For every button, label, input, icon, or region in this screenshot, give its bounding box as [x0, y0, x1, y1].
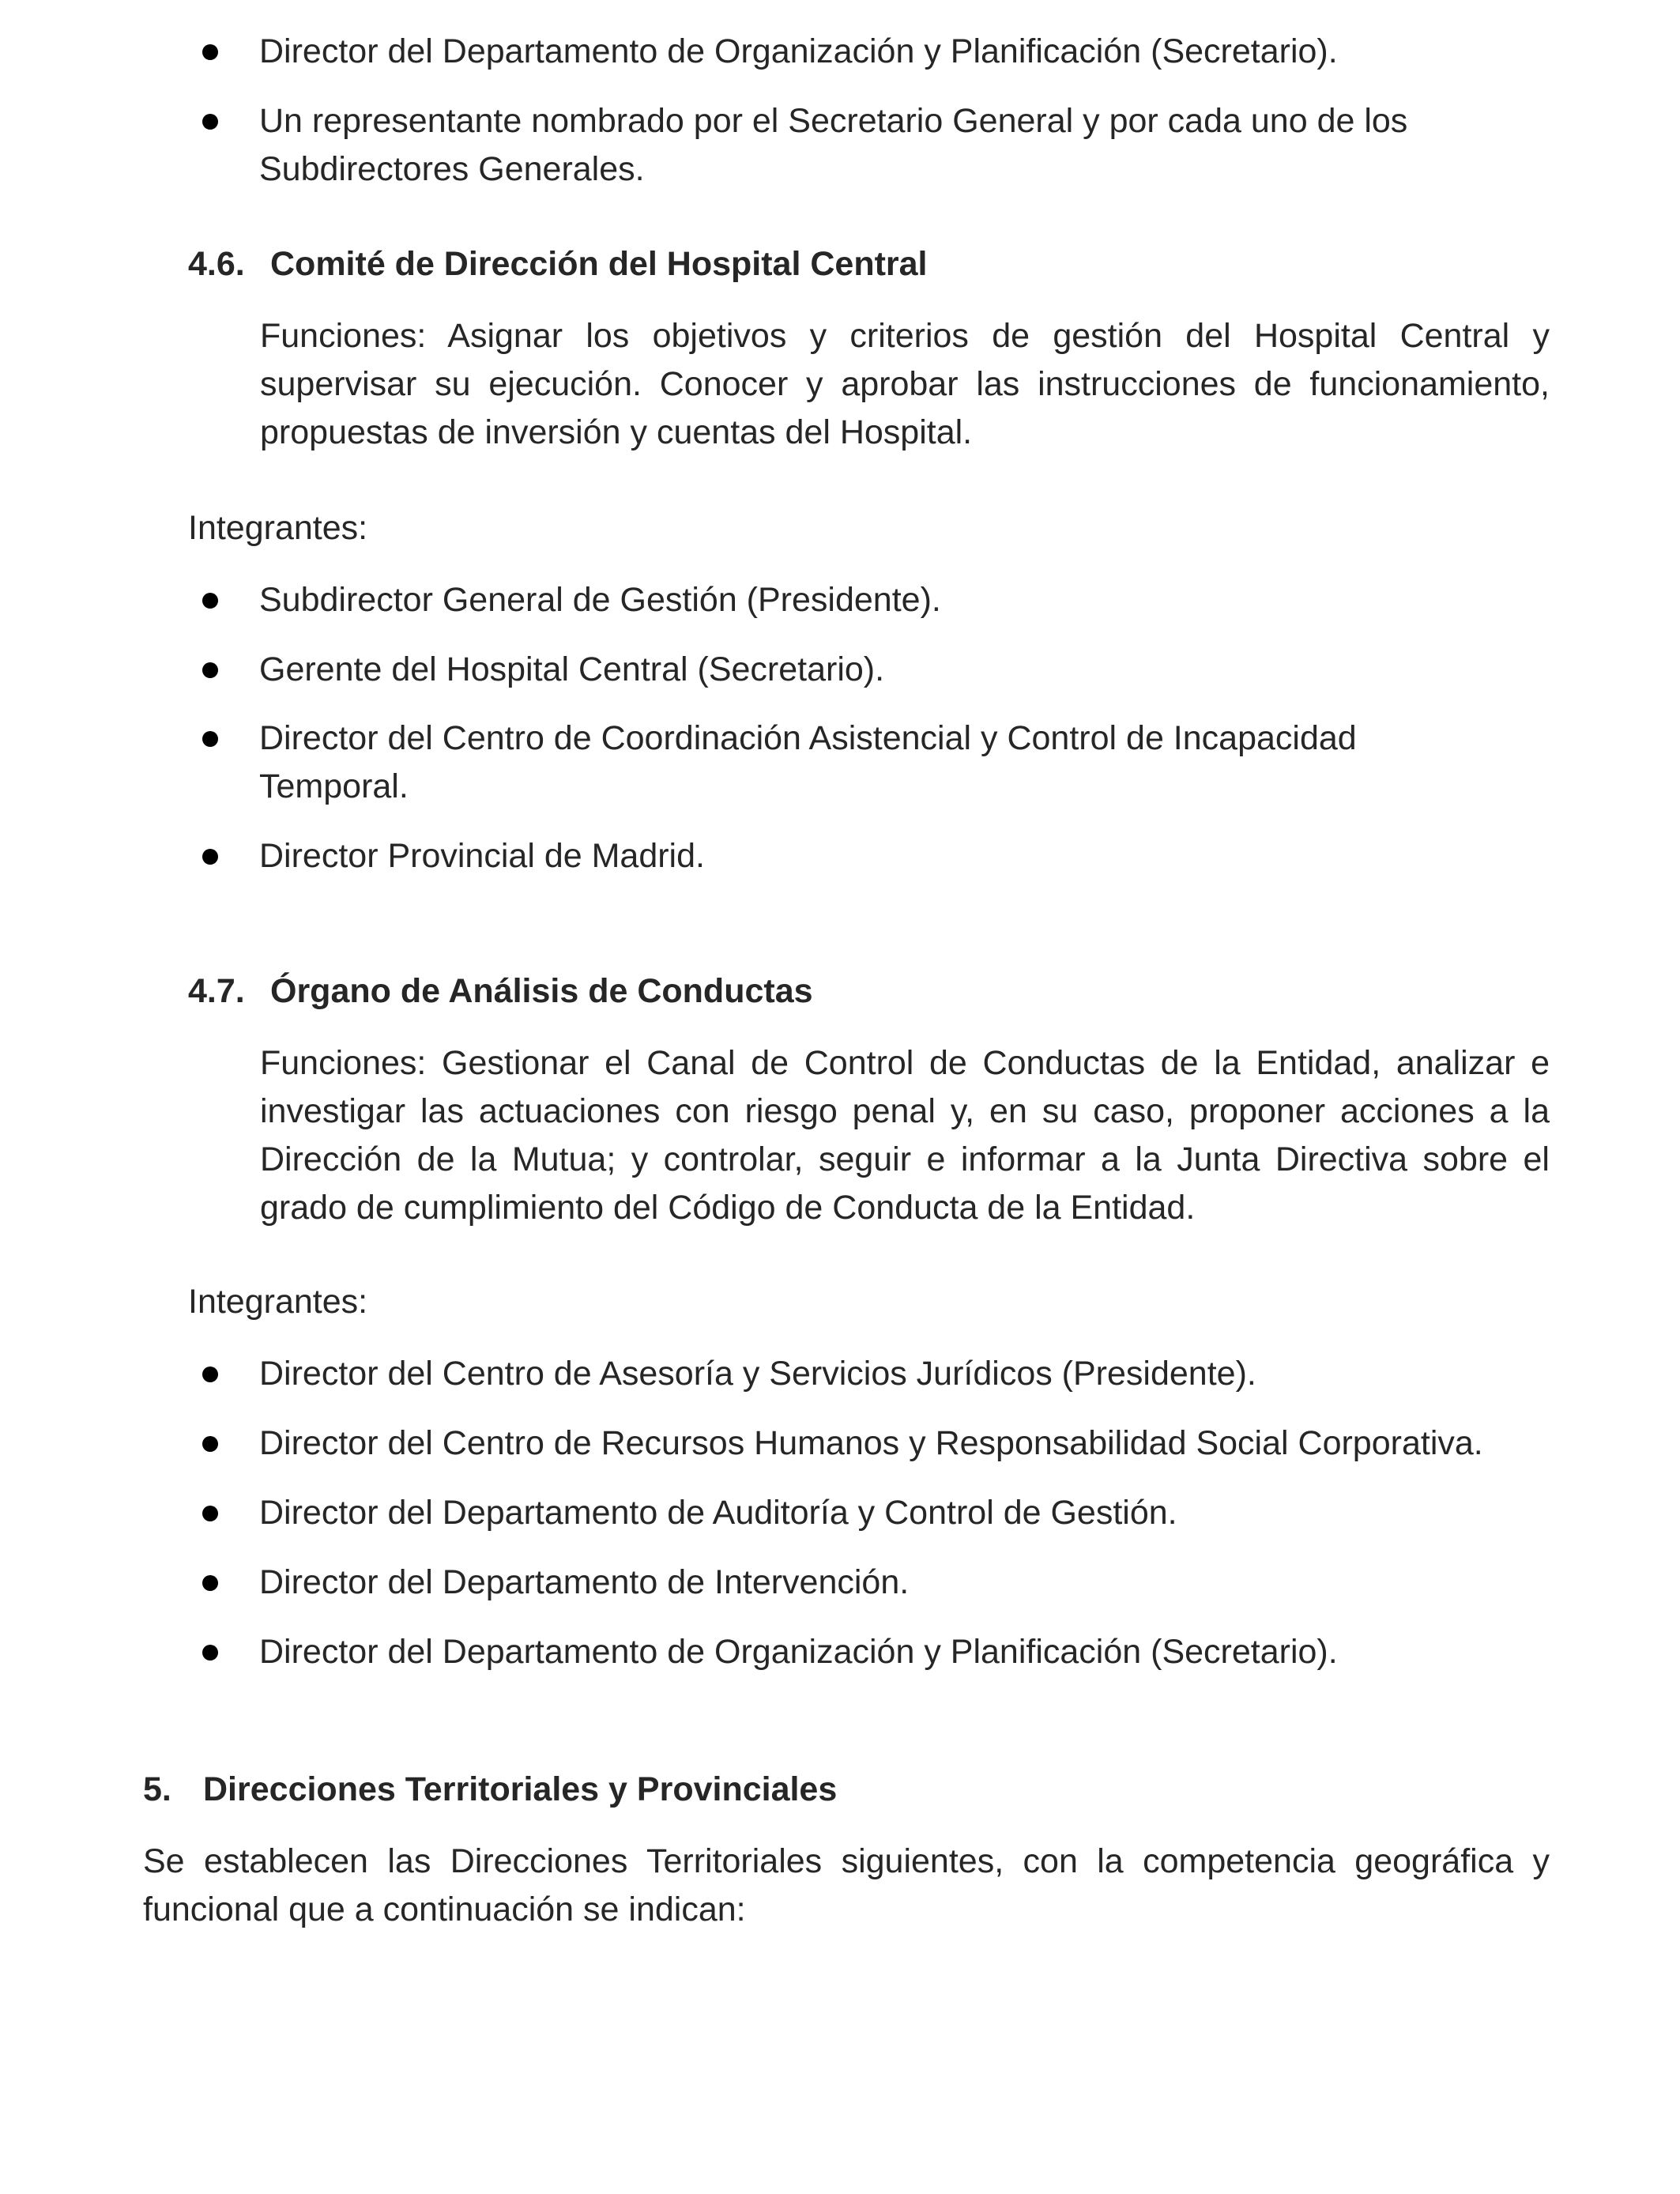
- bullet-icon: [202, 44, 218, 60]
- list-item: Director del Centro de Asesoría y Servicios Jurídicos (Presidente).: [259, 1355, 1256, 1393]
- list-item: Gerente del Hospital Central (Secretario).: [259, 650, 885, 688]
- list-item: Director del Departamento de Organización y Planificación (Secretario).: [259, 32, 1338, 70]
- bullet-icon: [202, 1506, 218, 1521]
- list-item: Subdirector General de Gestión (Presidente).: [259, 581, 941, 619]
- list-item: Director Provincial de Madrid.: [259, 837, 705, 875]
- bullet-icon: [202, 731, 218, 747]
- list-item: Director del Departamento de Auditoría y Control de Gestión.: [259, 1494, 1177, 1532]
- list-item: Un representante nombrado por el Secretario General y por cada uno de los Subdirectores Generales.: [259, 102, 1408, 188]
- section-title: Órgano de Análisis de Conductas: [270, 972, 813, 1010]
- functions-paragraph: Funciones: Asignar los objetivos y criterios de gestión del Hospital Central y supervisar su ejecución. Conocer y aprobar las instrucciones de funcionamiento, propuestas de inversión y cuentas del Hospital.: [260, 317, 1550, 451]
- members-label: Integrantes:: [188, 509, 368, 547]
- list-item: Director del Departamento de Intervención.: [259, 1563, 910, 1601]
- bullet-icon: [202, 1367, 218, 1382]
- bullet-icon: [202, 114, 218, 130]
- list-item: Director del Departamento de Organización y Planificación (Secretario).: [259, 1633, 1338, 1671]
- section-number: 4.7.: [188, 972, 245, 1010]
- functions-paragraph: Funciones: Gestionar el Canal de Control de Conductas de la Entidad, analizar e investigar las actuaciones con riesgo penal y, en su caso, proponer acciones a la Dirección de la Mutua; y controlar, seguir e informar a la Junta Directiva sobre el grado de cumplimiento del Código de Conducta de la Entidad.: [260, 1044, 1550, 1227]
- section-heading-5: [143, 1766, 837, 1814]
- section-number: 4.6.: [188, 245, 245, 283]
- section-heading-4-6: [188, 240, 928, 288]
- list-item: Director del Centro de Recursos Humanos y Responsabilidad Social Corporativa.: [259, 1424, 1483, 1462]
- list-item: Director del Centro de Coordinación Asistencial y Control de Incapacidad Temporal.: [259, 719, 1357, 805]
- members-label: Integrantes:: [188, 1283, 368, 1321]
- bullet-icon: [202, 1645, 218, 1661]
- section-title: Direcciones Territoriales y Provinciales: [203, 1770, 838, 1808]
- bullet-icon: [202, 849, 218, 865]
- section-heading-4-7: [188, 967, 813, 1016]
- section-title: Comité de Dirección del Hospital Central: [270, 245, 928, 283]
- bullet-icon: [202, 1575, 218, 1591]
- bullet-icon: [202, 593, 218, 609]
- section-number: 5.: [143, 1770, 171, 1808]
- bullet-icon: [202, 1436, 218, 1452]
- body-paragraph: Se establecen las Direcciones Territoriales siguientes, con la competencia geográfica y funcional que a continuación se indican:: [143, 1842, 1550, 1928]
- bullet-icon: [202, 662, 218, 678]
